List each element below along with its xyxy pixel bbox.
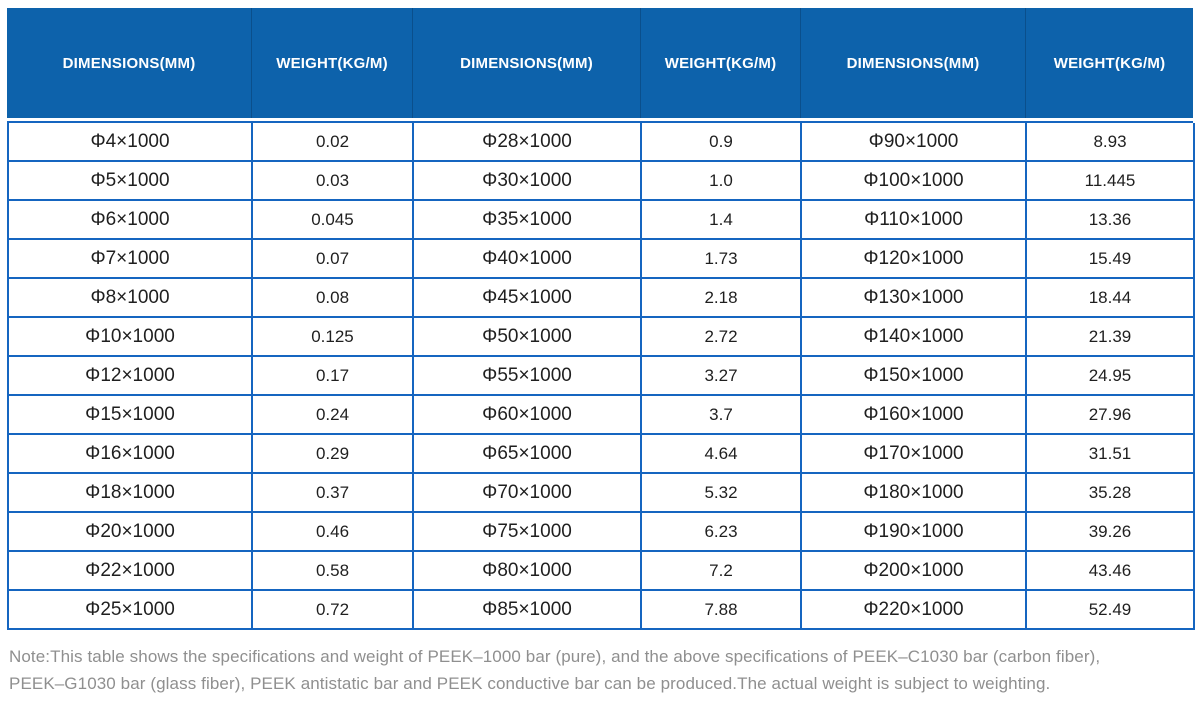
dimension-cell: Φ28×1000 [414,123,642,162]
dimension-cell: Φ170×1000 [802,435,1027,474]
weight-cell: 43.46 [1027,552,1195,591]
weight-cell: 31.51 [1027,435,1195,474]
dimension-cell: Φ7×1000 [9,240,253,279]
dimension-cell: Φ200×1000 [802,552,1027,591]
dimension-cell: Φ40×1000 [414,240,642,279]
dimension-cell: Φ16×1000 [9,435,253,474]
dimension-cell: Φ130×1000 [802,279,1027,318]
weight-cell: 0.045 [253,201,414,240]
weight-cell: 1.73 [642,240,802,279]
dimension-cell: Φ5×1000 [9,162,253,201]
column-header-dimensions: DIMENSIONS(MM) [412,8,640,118]
weight-cell: 0.17 [253,357,414,396]
weight-cell: 3.27 [642,357,802,396]
weight-cell: 1.4 [642,201,802,240]
weight-cell: 3.7 [642,396,802,435]
dimension-cell: Φ80×1000 [414,552,642,591]
dimension-cell: Φ35×1000 [414,201,642,240]
weight-cell: 35.28 [1027,474,1195,513]
column-header-weight: WEIGHT(KG/M) [1025,8,1193,118]
column-header-dimensions: DIMENSIONS(MM) [62,54,196,72]
dimension-cell: Φ18×1000 [9,474,253,513]
dimension-cell: Φ100×1000 [802,162,1027,201]
dimension-cell: Φ190×1000 [802,513,1027,552]
weight-cell: 7.2 [642,552,802,591]
weight-cell: 0.9 [642,123,802,162]
dimension-cell: Φ120×1000 [802,240,1027,279]
table-body [7,121,1193,630]
column-header-weight: WEIGHT(KG/M) [251,8,412,118]
dimension-cell: Φ75×1000 [414,513,642,552]
weight-cell: 0.07 [253,240,414,279]
weight-cell: 0.125 [253,318,414,357]
weight-cell: 52.49 [1027,591,1195,630]
dimension-cell: Φ8×1000 [9,279,253,318]
weight-cell: 0.29 [253,435,414,474]
dimension-cell: Φ15×1000 [9,396,253,435]
footnote-line-1: Note:This table shows the specifications and weight of PEEK–1000 bar (pure), and the above specifications of PEEK–C1030 bar (carbon fiber), [9,647,1101,666]
weight-cell: 0.37 [253,474,414,513]
dimension-cell: Φ110×1000 [802,201,1027,240]
dimension-cell: Φ4×1000 [9,123,253,162]
weight-cell: 7.88 [642,591,802,630]
dimension-cell: Φ45×1000 [414,279,642,318]
weight-cell: 0.46 [253,513,414,552]
weight-cell: 0.72 [253,591,414,630]
weight-cell: 1.0 [642,162,802,201]
footnote-line-2: PEEK–G1030 bar (glass fiber), PEEK antistatic bar and PEEK conductive bar can be produced.The actual weight is subject to weighting. [9,674,1051,693]
weight-cell: 24.95 [1027,357,1195,396]
dimension-cell: Φ6×1000 [9,201,253,240]
weight-cell: 18.44 [1027,279,1195,318]
dimension-cell: Φ12×1000 [9,357,253,396]
dimension-cell: Φ30×1000 [414,162,642,201]
weight-cell: 39.26 [1027,513,1195,552]
dimension-cell: Φ90×1000 [802,123,1027,162]
dimension-cell: Φ50×1000 [414,318,642,357]
weight-cell: 6.23 [642,513,802,552]
dimension-cell: Φ60×1000 [414,396,642,435]
column-header-weight: WEIGHT(KG/M) [640,8,800,118]
dimension-cell: Φ160×1000 [802,396,1027,435]
dimension-cell: Φ85×1000 [414,591,642,630]
weight-cell: 0.58 [253,552,414,591]
weight-cell: 0.03 [253,162,414,201]
weight-cell: 8.93 [1027,123,1195,162]
dimension-cell: Φ70×1000 [414,474,642,513]
table-header-row [7,8,1193,118]
weight-cell: 21.39 [1027,318,1195,357]
dimension-cell: Φ220×1000 [802,591,1027,630]
dimension-cell: Φ55×1000 [414,357,642,396]
weight-cell: 4.64 [642,435,802,474]
dimension-cell: Φ20×1000 [9,513,253,552]
dimension-cell: Φ25×1000 [9,591,253,630]
weight-cell: 0.02 [253,123,414,162]
weight-cell: 11.445 [1027,162,1195,201]
dimension-cell: Φ22×1000 [9,552,253,591]
weight-cell: 27.96 [1027,396,1195,435]
dimension-cell: Φ140×1000 [802,318,1027,357]
weight-cell: 5.32 [642,474,802,513]
weight-cell: 2.18 [642,279,802,318]
table-footnote [7,643,1193,697]
dimension-cell: Φ150×1000 [802,357,1027,396]
weight-cell: 2.72 [642,318,802,357]
dimension-cell: Φ10×1000 [9,318,253,357]
dimension-cell: Φ180×1000 [802,474,1027,513]
weight-cell: 0.24 [253,396,414,435]
column-header-dimensions: DIMENSIONS(MM) [800,8,1025,118]
weight-cell: 0.08 [253,279,414,318]
weight-cell: 13.36 [1027,201,1195,240]
weight-cell: 15.49 [1027,240,1195,279]
dimension-cell: Φ65×1000 [414,435,642,474]
